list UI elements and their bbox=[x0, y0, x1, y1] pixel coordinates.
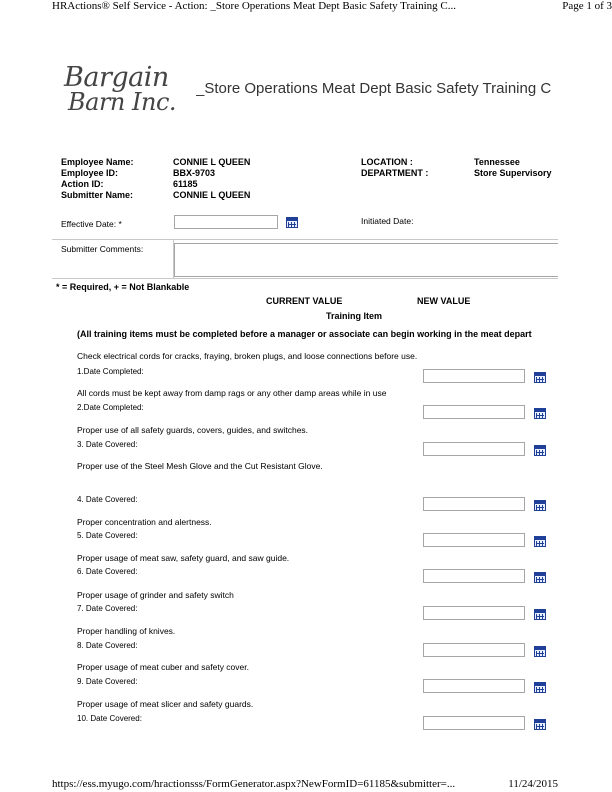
training-item-text: Proper concentration and alertness. bbox=[77, 517, 212, 527]
department-value: Store Supervisory bbox=[474, 168, 552, 178]
calendar-icon[interactable] bbox=[286, 217, 298, 228]
training-item-text: Proper use of all safety guards, covers, guides, and switches. bbox=[77, 425, 309, 435]
new-value-header: NEW VALUE bbox=[417, 296, 471, 306]
required-legend: * = Required, + = Not Blankable bbox=[56, 282, 190, 292]
calendar-icon[interactable] bbox=[534, 719, 546, 730]
training-item-date-input[interactable] bbox=[423, 442, 525, 456]
employee-name-value: CONNIE L QUEEN bbox=[173, 157, 251, 167]
location-values bbox=[474, 157, 552, 179]
employee-id-value: BBX-9703 bbox=[173, 168, 216, 178]
training-item-date-input[interactable] bbox=[423, 569, 525, 583]
location-value: Tennessee bbox=[474, 157, 520, 167]
action-id-value: 61185 bbox=[173, 179, 198, 189]
location-label: LOCATION : bbox=[361, 157, 413, 167]
training-item-date-input[interactable] bbox=[423, 643, 525, 657]
training-item-text: Proper usage of meat cuber and safety cover. bbox=[77, 662, 249, 672]
print-url[interactable]: https://ess.myugo.com/hractionsss/FormGenerator.aspx?NewFormID=61185&submitter=... bbox=[52, 778, 456, 790]
training-item-text: Proper usage of meat slicer and safety guards. bbox=[77, 699, 254, 709]
divider bbox=[52, 239, 558, 240]
training-item-date-label: 7. Date Covered: bbox=[77, 604, 138, 613]
calendar-icon[interactable] bbox=[534, 682, 546, 693]
training-item-text: Check electrical cords for cracks, fraying, broken plugs, and loose connections before use. bbox=[77, 351, 418, 361]
employee-name-label: Employee Name: bbox=[61, 157, 134, 167]
logo-line-1: Bargain bbox=[64, 62, 169, 93]
training-item-date-label: 10. Date Covered: bbox=[77, 714, 142, 723]
calendar-icon[interactable] bbox=[534, 609, 546, 620]
calendar-icon[interactable] bbox=[534, 408, 546, 419]
print-page-title: HRActions® Self Service - Action: _Store Operations Meat Dept Basic Safety Training C... bbox=[52, 0, 456, 12]
print-footer bbox=[52, 778, 558, 792]
calendar-icon[interactable] bbox=[534, 572, 546, 583]
calendar-icon[interactable] bbox=[534, 536, 546, 547]
effective-date-input[interactable] bbox=[174, 215, 278, 229]
employee-id-label: Employee ID: bbox=[61, 168, 119, 178]
submitter-comments-textarea[interactable] bbox=[174, 243, 558, 277]
logo-line-2: Barn Inc. bbox=[68, 88, 177, 116]
training-item-date-input[interactable] bbox=[423, 533, 525, 547]
training-item-date-label: 8. Date Covered: bbox=[77, 641, 138, 650]
print-date: 11/24/2015 bbox=[508, 778, 558, 790]
training-item-date-label: 9. Date Covered: bbox=[77, 677, 138, 686]
calendar-icon[interactable] bbox=[534, 500, 546, 511]
training-item-text: Proper use of the Steel Mesh Glove and the Cut Resistant Glove. bbox=[77, 461, 323, 471]
form-title: _Store Operations Meat Dept Basic Safety Training C bbox=[196, 80, 552, 97]
training-notice: (All training items must be completed before a manager or associate can begin working in the meat depart bbox=[77, 329, 532, 339]
department-label: DEPARTMENT : bbox=[361, 168, 429, 178]
calendar-icon[interactable] bbox=[534, 445, 546, 456]
submitter-name-value: CONNIE L QUEEN bbox=[173, 190, 251, 200]
training-item-date-label: 2.Date Completed: bbox=[77, 403, 144, 412]
submitter-name-label: Submitter Name: bbox=[61, 190, 134, 200]
employee-values bbox=[173, 157, 250, 201]
calendar-icon[interactable] bbox=[534, 646, 546, 657]
divider bbox=[52, 278, 558, 279]
training-item-text: Proper handling of knives. bbox=[77, 626, 176, 636]
training-item-date-label: 4. Date Covered: bbox=[77, 495, 138, 504]
calendar-icon[interactable] bbox=[534, 372, 546, 383]
training-item-text: Proper usage of grinder and safety switch bbox=[77, 590, 234, 600]
initiated-date-label: Initiated Date: bbox=[361, 216, 414, 226]
training-item-date-label: 5. Date Covered: bbox=[77, 531, 138, 540]
employee-labels bbox=[61, 157, 134, 201]
training-item-header: Training Item bbox=[326, 311, 383, 321]
training-item-date-input[interactable] bbox=[423, 716, 525, 730]
training-item-date-input[interactable] bbox=[423, 497, 525, 511]
training-item-date-label: 6. Date Covered: bbox=[77, 567, 138, 576]
training-item-date-input[interactable] bbox=[423, 679, 525, 693]
action-id-label: Action ID: bbox=[61, 179, 104, 189]
training-item-date-input[interactable] bbox=[423, 369, 525, 383]
training-item-text: All cords must be kept away from damp rags or any other damp areas while in use bbox=[77, 388, 387, 398]
print-page-number: Page 1 of 3 bbox=[562, 0, 612, 12]
effective-date-label: Effective Date: * bbox=[61, 219, 122, 229]
training-item-text: Proper usage of meat saw, safety guard, and saw guide. bbox=[77, 553, 290, 563]
location-labels bbox=[361, 157, 428, 179]
training-item-date-input[interactable] bbox=[423, 405, 525, 419]
current-value-header: CURRENT VALUE bbox=[266, 296, 343, 306]
company-logo bbox=[64, 62, 184, 120]
training-item-date-label: 3. Date Covered: bbox=[77, 440, 138, 449]
training-item-date-input[interactable] bbox=[423, 606, 525, 620]
training-item-date-label: 1.Date Completed: bbox=[77, 367, 144, 376]
submitter-comments-label: Submitter Comments: bbox=[61, 244, 144, 254]
print-header bbox=[52, 0, 556, 14]
